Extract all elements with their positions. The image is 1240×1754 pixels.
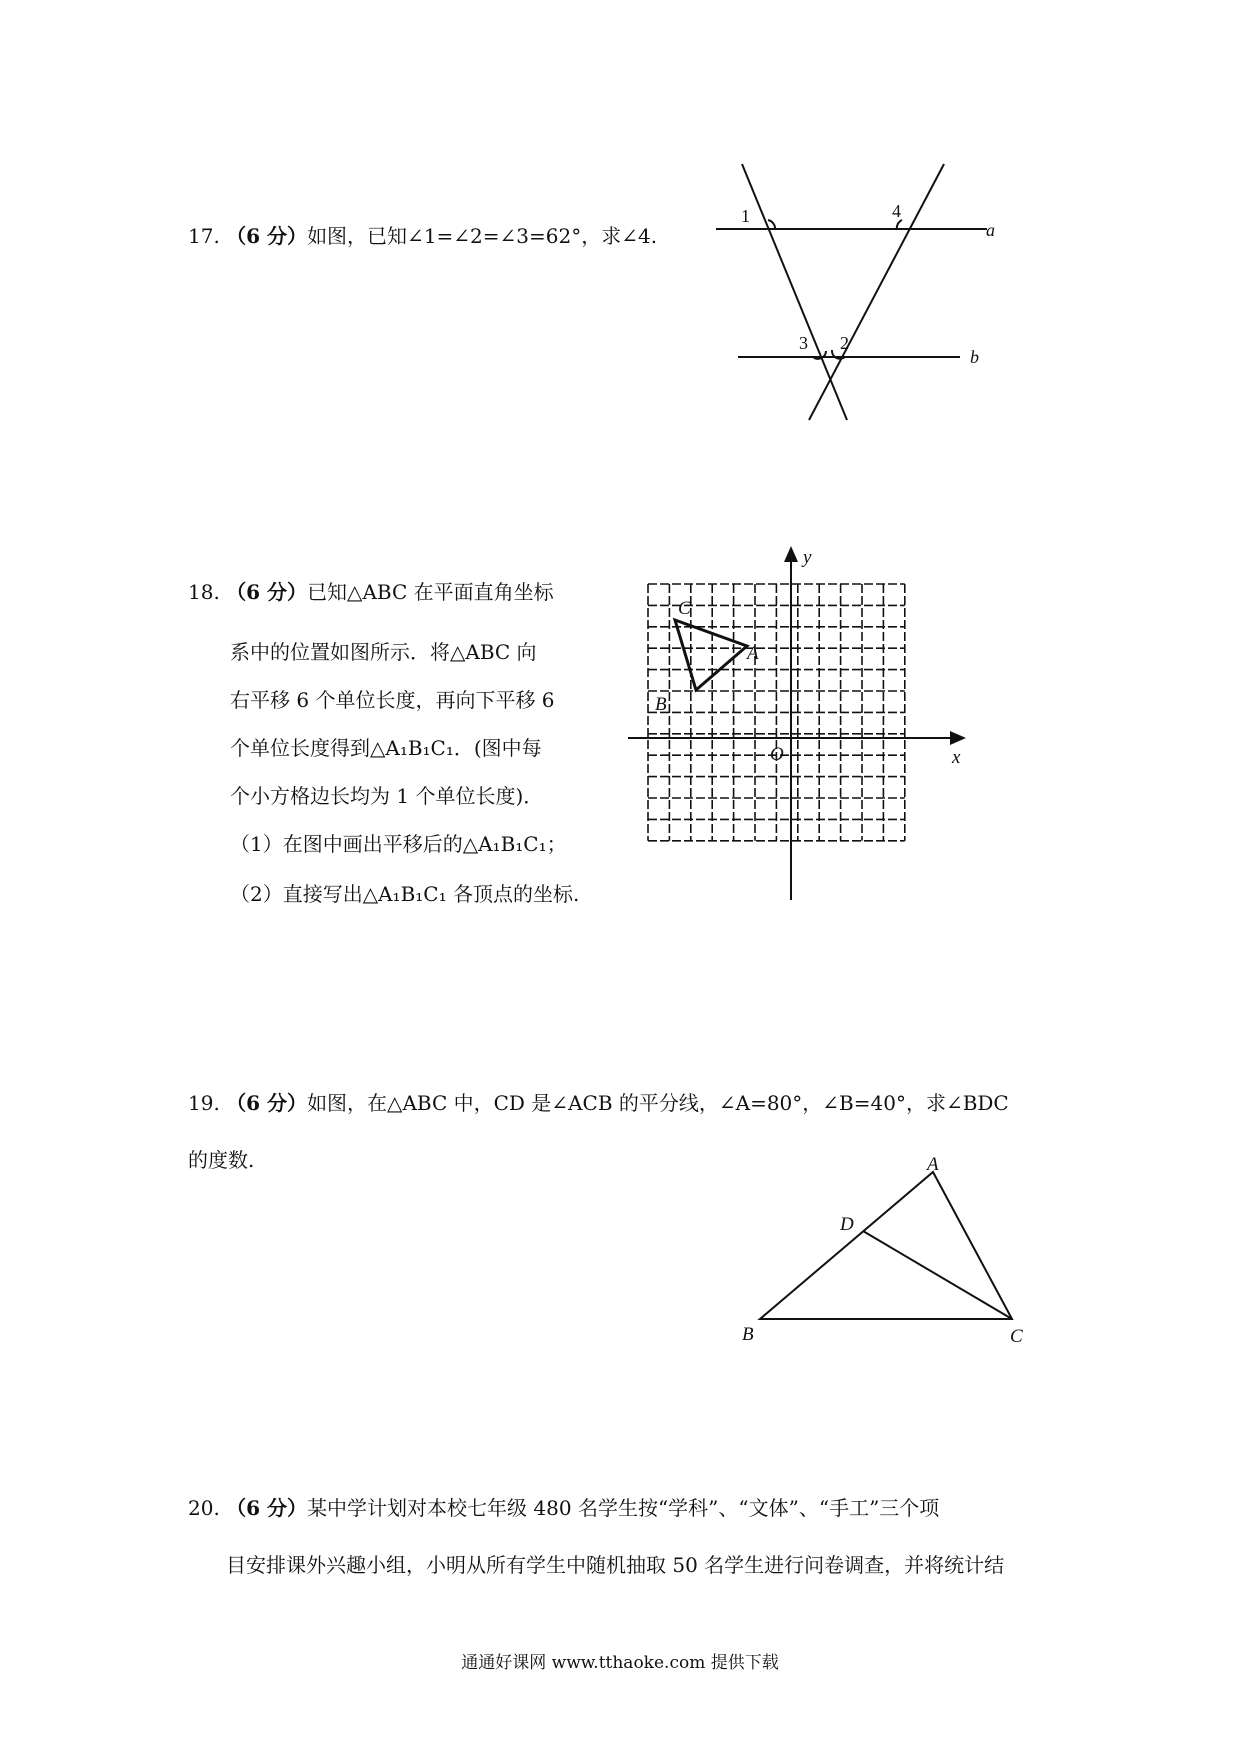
angle-label-4: 4 [892,201,901,221]
origin-label: O [770,744,784,765]
question-score: （6 分） [226,1496,308,1520]
sub-question-2: （2）直接写出△A₁B₁C₁ 各顶点的坐标. [230,882,580,906]
x-axis-arrow [950,731,966,745]
vertex-label-a: A [927,1154,939,1175]
question-score: （6 分） [226,224,308,248]
vertex-label-a: A [747,643,759,664]
question-body-line: 目安排课外兴趣小组，小明从所有学生中随机抽取 50 名学生进行问卷调查，并将统计结 [226,1553,1005,1577]
question-19-text [188,1089,1009,1117]
angle-label-1: 1 [741,206,750,226]
y-axis-label: y [803,547,812,568]
question-body: 如图，已知∠1=∠2=∠3=62°，求∠4. [307,224,658,248]
question-body-line: 个小方格边长均为 1 个单位长度)． [230,784,544,808]
transversal-right [809,164,944,420]
question-body: 如图，在△ABC 中，CD 是∠ACB 的平分线，∠A=80°，∠B=40°，求∠BDC [307,1091,1009,1115]
q18-coordinate-grid-figure [620,540,980,910]
question-body-line: 个单位长度得到△A₁B₁C₁．(图中每 [230,736,542,760]
question-body-line: 系中的位置如图所示．将△ABC 向 [230,640,537,664]
transversal-left [742,164,847,420]
question-number: 20. [188,1496,220,1520]
x-axis-label: x [952,747,961,768]
vertex-label-c: C [678,598,691,619]
question-17-text [188,222,657,250]
point-label-d: D [840,1214,854,1235]
question-number: 19. [188,1091,220,1115]
question-score: （6 分） [226,580,308,604]
vertex-label-c: C [1010,1326,1023,1347]
vertex-label-b: B [655,694,667,715]
line-label-b: b [970,347,979,367]
grid-lines [648,584,905,841]
question-20-text [188,1494,939,1522]
page-footer: 通通好课网 www.tthaoke.com 提供下载 [461,1653,779,1673]
y-axis-arrow [784,546,798,562]
question-body-line: 的度数. [188,1148,255,1172]
line-label-a: a [986,220,995,240]
question-body: 某中学计划对本校七年级 480 名学生按“学科”、“文体”、“手工”三个项 [307,1496,940,1520]
question-body-line: 右平移 6 个单位长度，再向下平移 6 [230,688,555,712]
angle-label-3: 3 [799,333,808,353]
bisector-cd [863,1231,1012,1319]
question-number: 18. [188,580,220,604]
question-score: （6 分） [226,1091,308,1115]
sub-question-1: （1）在图中画出平移后的△A₁B₁C₁； [230,832,567,856]
question-18-first-line [188,578,554,606]
q17-parallel-lines-figure [700,150,1000,430]
question-number: 17. [188,224,220,248]
triangle-abc [675,620,747,690]
angle-label-2: 2 [840,333,849,353]
q19-triangle-figure [730,1150,1040,1350]
question-body-line: 已知△ABC 在平面直角坐标 [307,580,554,604]
vertex-label-b: B [742,1324,754,1345]
